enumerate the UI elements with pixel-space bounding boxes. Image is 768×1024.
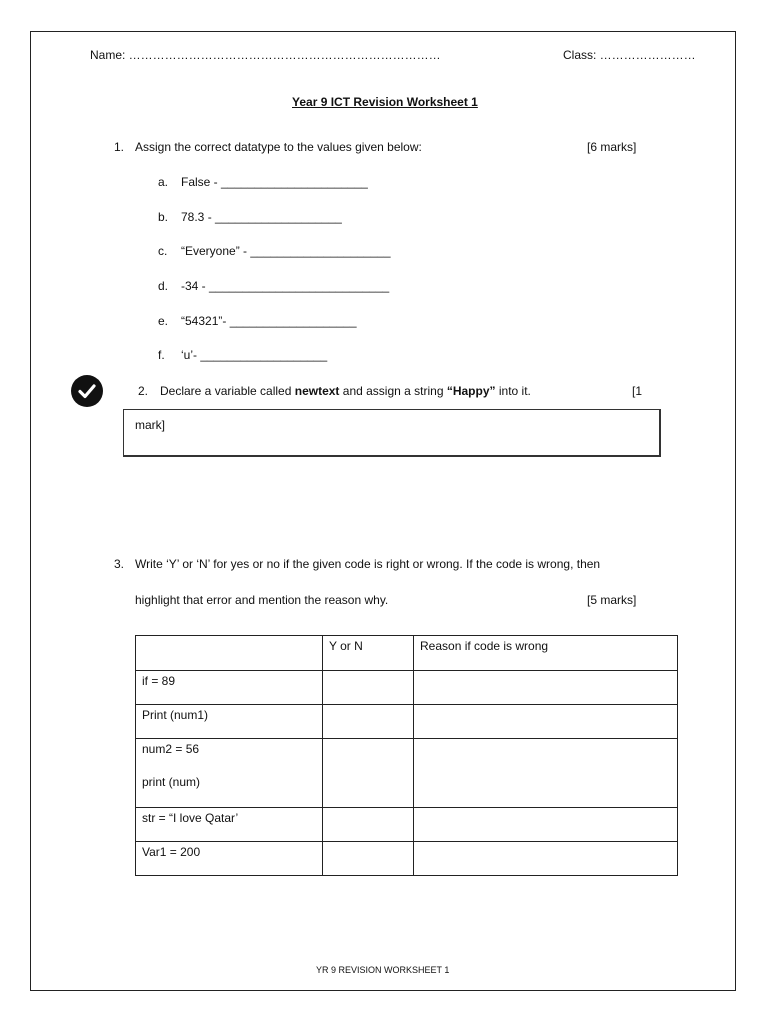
y-or-n-cell[interactable] <box>323 842 414 876</box>
q1-item-letter: e. <box>158 314 169 328</box>
q2-string-value: “Happy” <box>446 384 496 398</box>
q2-answer-box[interactable] <box>123 409 661 457</box>
code-line: print (num) <box>142 775 201 789</box>
table-header-row <box>136 636 678 671</box>
q1-item-text: 78.3 - ___________________ <box>181 210 342 224</box>
q1-item-text: “54321”- ___________________ <box>181 314 357 328</box>
q1-item-text: False - ______________________ <box>181 175 368 189</box>
page-footer: YR 9 REVISION WORKSHEET 1 <box>316 965 450 975</box>
q2-marks-start: [1 <box>632 384 643 398</box>
table-row <box>136 671 678 705</box>
q1-item-text: ‘u’- ___________________ <box>181 348 328 362</box>
q1-item-letter: c. <box>158 244 168 258</box>
y-or-n-cell[interactable] <box>323 739 414 808</box>
header-cell-reason: Reason if code is wrong <box>414 636 678 671</box>
y-or-n-cell[interactable] <box>323 808 414 842</box>
code-cell: Print (num1) <box>136 705 323 739</box>
table-row <box>136 739 678 808</box>
q1-item-text: “Everyone” - _____________________ <box>181 244 391 258</box>
name-field: Name: …………………………………………………………………… <box>90 48 441 62</box>
q1-item-letter: b. <box>158 210 169 224</box>
q2-number: 2. <box>138 384 149 398</box>
q1-text: Assign the correct datatype to the values given below: <box>135 140 422 154</box>
header-cell <box>136 636 323 671</box>
code-cell: if = 89 <box>136 671 323 705</box>
q3-line1: Write ‘Y’ or ‘N’ for yes or no if the given code is right or wrong. If the code is wrong, then <box>135 557 601 571</box>
q1-marks: [6 marks] <box>587 140 637 154</box>
q3-number: 3. <box>114 557 125 571</box>
class-field: Class: …………………… <box>563 48 696 62</box>
table-row <box>136 842 678 876</box>
worksheet-title: Year 9 ICT Revision Worksheet 1 <box>292 95 478 109</box>
y-or-n-cell[interactable] <box>323 671 414 705</box>
code-line: num2 = 56 <box>142 742 200 756</box>
table-row <box>136 705 678 739</box>
q1-item-text: -34 - ___________________________ <box>181 279 390 293</box>
code-check-table <box>135 635 678 876</box>
q3-line2: highlight that error and mention the reason why. <box>135 593 389 607</box>
reason-cell[interactable] <box>414 842 678 876</box>
q1-item-letter: d. <box>158 279 169 293</box>
header-cell-y-or-n: Y or N <box>323 636 414 671</box>
checkmark-circle-icon <box>71 375 103 407</box>
q2-marks-end: mark] <box>135 418 165 432</box>
q1-item-letter: a. <box>158 175 169 189</box>
reason-cell[interactable] <box>414 705 678 739</box>
q1-item-letter: f. <box>158 348 165 362</box>
code-cell <box>136 739 323 808</box>
q2-variable-name: newtext <box>294 384 340 398</box>
code-cell: str = “I love Qatar’ <box>136 808 323 842</box>
code-cell: Var1 = 200 <box>136 842 323 876</box>
y-or-n-cell[interactable] <box>323 705 414 739</box>
reason-cell[interactable] <box>414 808 678 842</box>
reason-cell[interactable] <box>414 739 678 808</box>
table-row <box>136 808 678 842</box>
q2-text: Declare a variable called newtext and assign a string “Happy” into it. <box>160 384 531 398</box>
q1-number: 1. <box>114 140 125 154</box>
reason-cell[interactable] <box>414 671 678 705</box>
q3-marks: [5 marks] <box>587 593 637 607</box>
